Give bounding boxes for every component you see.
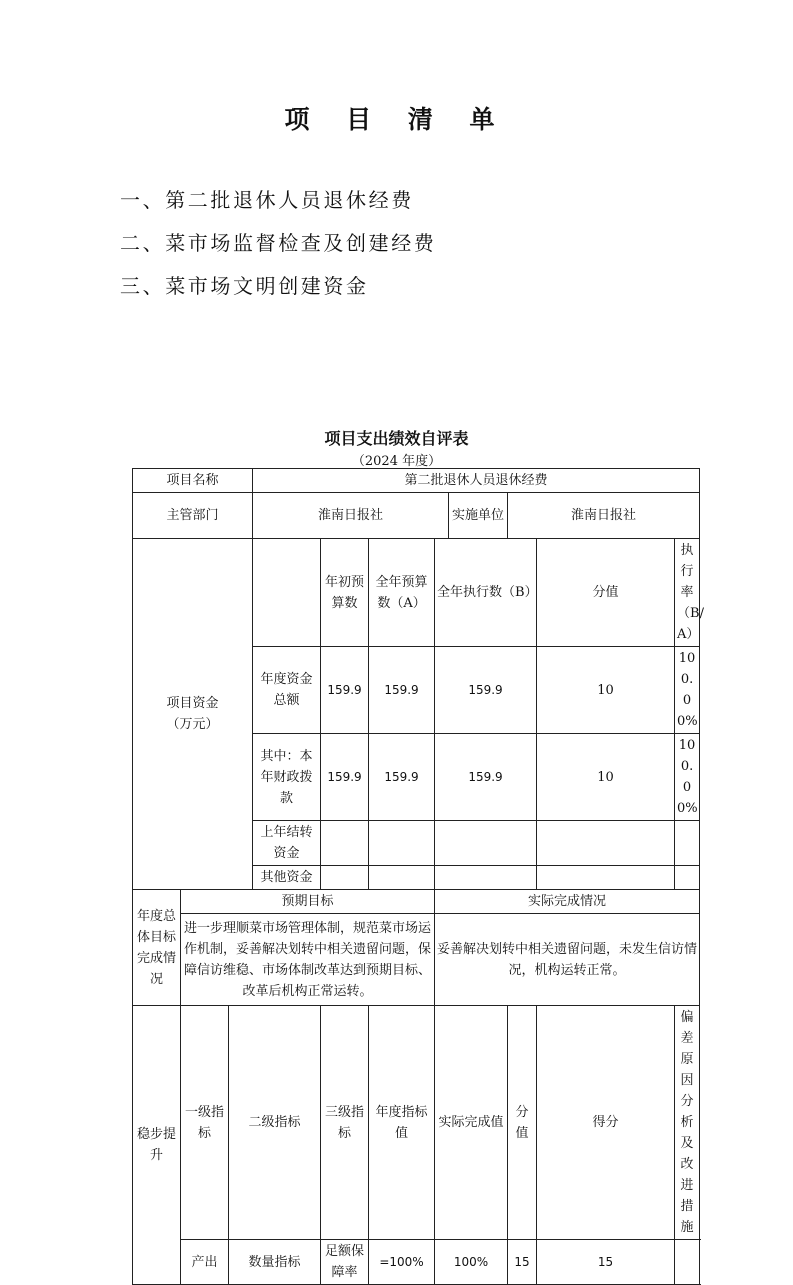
table-row <box>133 1240 700 1285</box>
fund-rate <box>675 821 700 866</box>
dept-label: 主管部门 <box>133 493 253 539</box>
expected-goal-header: 预期目标 <box>181 890 435 914</box>
goal-label: 年度总体目标完成情况 <box>133 890 181 1006</box>
indicator-level2: 数量指标 <box>229 1240 321 1285</box>
header-exec-rate: 执行率（B/A） <box>675 539 700 647</box>
list-item: 三、菜市场文明创建资金 <box>120 274 369 298</box>
fund-full: 159.9 <box>369 647 435 734</box>
list-item: 二、菜市场监督检查及创建经费 <box>120 231 437 255</box>
fund-initial: 159.9 <box>321 647 369 734</box>
fund-initial <box>321 866 369 890</box>
fund-value <box>537 866 675 890</box>
indicator-deviation <box>675 1240 700 1285</box>
fund-initial <box>321 821 369 866</box>
fund-row-label: 上年结转资金 <box>253 821 321 866</box>
header-level2: 二级指标 <box>229 1006 321 1240</box>
blank-header-cell <box>253 539 321 647</box>
fund-full <box>369 866 435 890</box>
indicator-value: 15 <box>508 1240 537 1285</box>
project-name-label: 项目名称 <box>133 469 253 493</box>
dept-value: 淮南日报社 <box>253 493 449 539</box>
header-score: 得分 <box>537 1006 675 1240</box>
actual-header: 实际完成情况 <box>435 890 700 914</box>
fund-value <box>537 821 675 866</box>
fund-row-label: 年度资金总额 <box>253 647 321 734</box>
fund-full: 159.9 <box>369 734 435 821</box>
indicator-level3: 足额保障率 <box>321 1240 369 1285</box>
header-level1: 一级指标 <box>181 1006 229 1240</box>
impl-unit-value: 淮南日报社 <box>508 493 700 539</box>
project-name-value: 第二批退休人员退休经费 <box>253 469 700 493</box>
header-score-value: 分值 <box>508 1006 537 1240</box>
fund-rate: 100.00% <box>675 647 700 734</box>
fund-exec: 159.9 <box>435 734 537 821</box>
fund-rate: 100.00% <box>675 734 700 821</box>
indicator-section-label: 稳步提升 <box>133 1006 181 1285</box>
header-initial-budget: 年初预算数 <box>321 539 369 647</box>
fund-exec: 159.9 <box>435 647 537 734</box>
header-full-exec: 全年执行数（B） <box>435 539 537 647</box>
header-actual-value: 实际完成值 <box>435 1006 508 1240</box>
fund-full <box>369 821 435 866</box>
header-deviation: 偏差原因分析及改进措施 <box>675 1006 700 1240</box>
header-annual-target: 年度指标值 <box>369 1006 435 1240</box>
funds-label-line1: 项目资金 <box>166 696 219 711</box>
indicator-actual: 100% <box>435 1240 508 1285</box>
header-full-budget: 全年预算数（A） <box>369 539 435 647</box>
project-list <box>120 183 436 312</box>
list-item: 一、第二批退休人员退休经费 <box>120 188 414 212</box>
fund-exec <box>435 866 537 890</box>
fund-initial: 159.9 <box>321 734 369 821</box>
indicator-score: 15 <box>537 1240 675 1285</box>
fund-value: 10 <box>537 647 675 734</box>
expected-goal-text: 进一步理顺菜市场管理体制，规范菜市场运作机制，妥善解决划转中相关遗留问题，保障信访维稳、市场体制改革达到预期目标、改革后机构正常运转。 <box>181 914 435 1006</box>
fund-row-label: 其他资金 <box>253 866 321 890</box>
document-title: 项 目 清 单 <box>284 105 509 134</box>
performance-table <box>132 468 704 1285</box>
funds-label <box>133 539 253 890</box>
fund-row-label: 其中：本年财政拨款 <box>253 734 321 821</box>
indicator-target: =100% <box>369 1240 435 1285</box>
fund-exec <box>435 821 537 866</box>
table-subtitle: （2024 年度） <box>351 454 442 469</box>
fund-rate <box>675 866 700 890</box>
actual-text: 妥善解决划转中相关遗留问题，未发生信访情况，机构运转正常。 <box>435 914 700 1006</box>
indicator-level1: 产出 <box>181 1240 229 1285</box>
table-title: 项目支出绩效自评表 <box>324 429 469 448</box>
fund-value: 10 <box>537 734 675 821</box>
header-score-value: 分值 <box>537 539 675 647</box>
funds-label-line2: （万元） <box>166 717 219 732</box>
impl-unit-label: 实施单位 <box>449 493 508 539</box>
header-level3: 三级指标 <box>321 1006 369 1240</box>
